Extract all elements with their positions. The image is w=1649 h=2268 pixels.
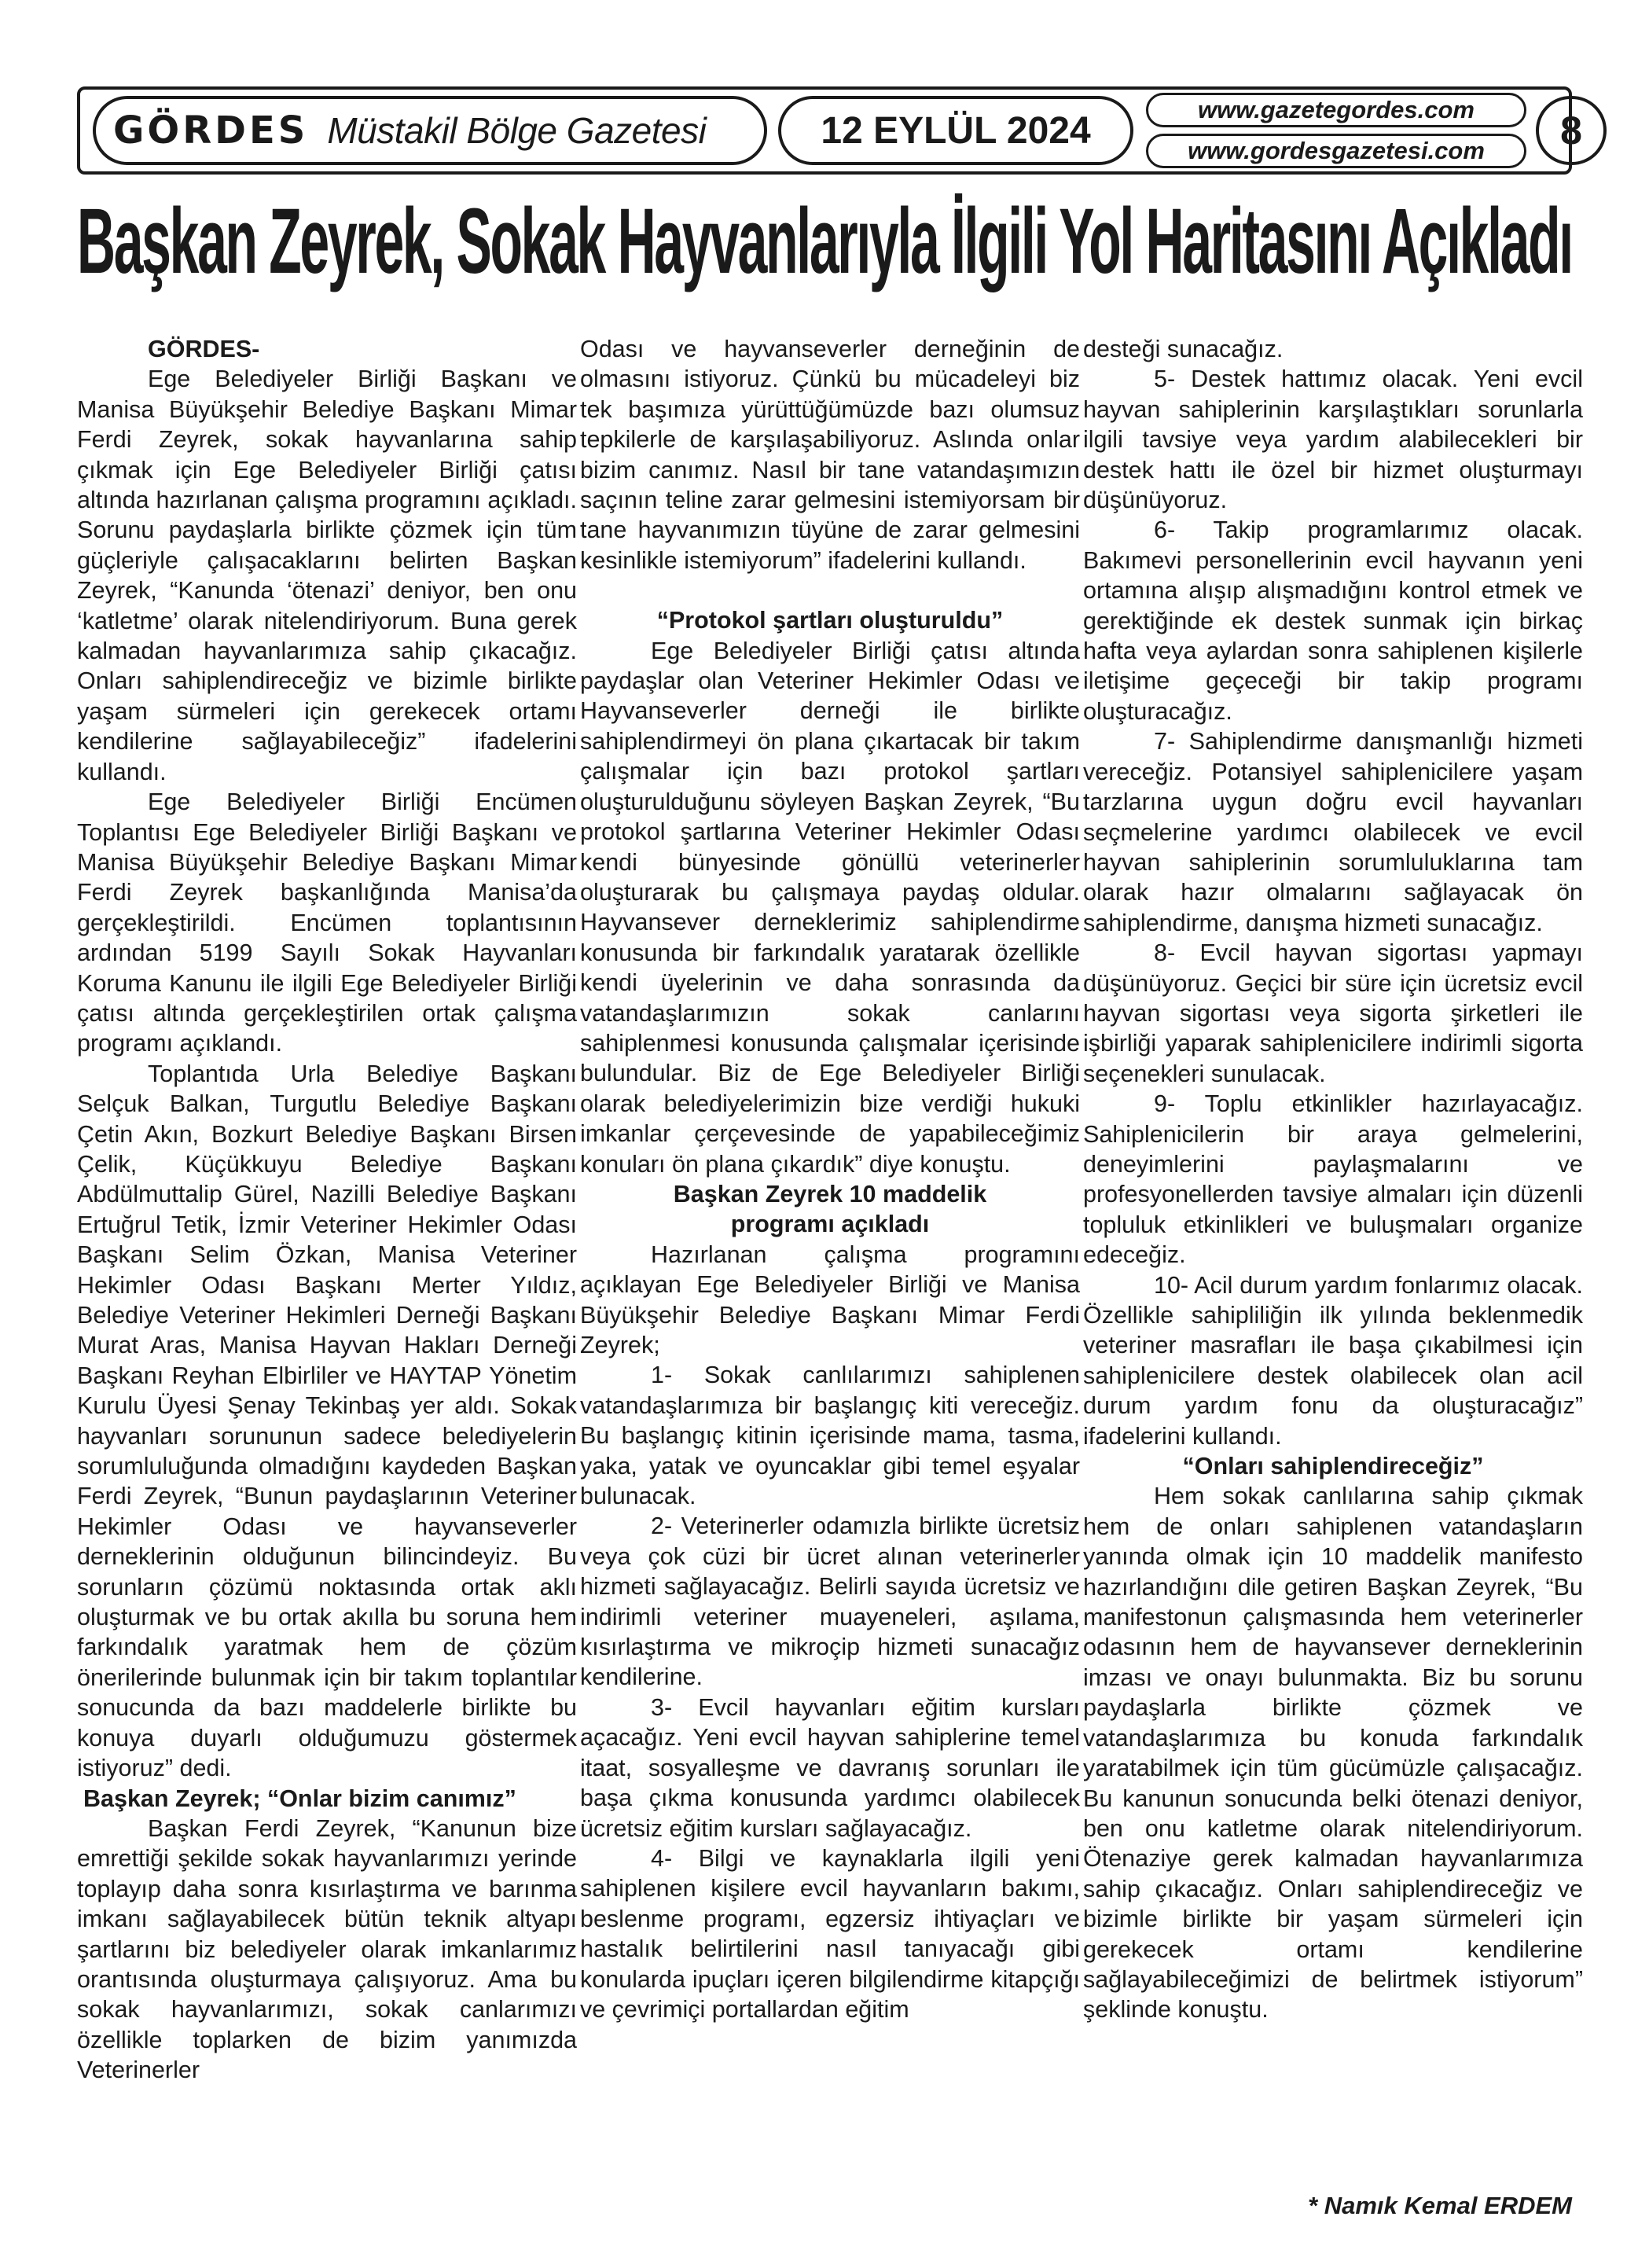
newspaper-subtitle: Müstakil Bölge Gazetesi <box>327 110 707 151</box>
author-byline: * Namık Kemal ERDEM <box>1308 2192 1572 2219</box>
article-column-2 <box>580 334 1080 2024</box>
paragraph: Başkan Ferdi Zeyrek, “Kanunun bize emrettiği şekilde sokak hayvanlarımızı yerinde toplayıp daha sonra kısırlaştırma ve barınma imkanı sağlayabilecek bütün teknik altyapı şartlarını biz belediyeler olarak imkanlarımız orantısında oluşturmaya çalışıyoruz. Ama bu sokak hayvanlarımızı, sokak canlarımızı özellikle toplarken de bizim yanımızda Veterinerler <box>77 1814 577 2084</box>
headline-area <box>77 182 1572 316</box>
subheading: “Onları sahiplendireceğiz” <box>1182 1453 1484 1480</box>
paragraph: 4- Bilgi ve kaynaklarla ilgili yeni sahiplenen kişilere evcil hayvanların bakımı, beslenme programı, egzersiz ihtiyaçları ve hastalık belirtilerini nasıl tanıyacağı gibi konularda ipuçları içeren bilgilendirme kitapçığı ve çevrimiçi portallardan eğitim <box>580 1844 1080 2023</box>
article-headline: Başkan Zeyrek, Sokak Hayvanlarıyla İlgili Yol Haritasını Açıkladı <box>77 189 1572 293</box>
article-column-1 <box>77 334 577 2086</box>
spacer <box>580 575 1080 605</box>
paragraph: Ege Belediyeler Birliği çatısı altında paydaşlar olan Veteriner Hekimler Odası ve Hayvanseverler derneği ile birlikte sahiplendirmeyi ön plana çıkartacak bir takım çalışmalar için bazı protokol şartları oluşturulduğunu söyleyen Başkan Zeyrek, “Bu protokol şartlarına Veteriner Hekimler Odası kendi bünyesinde gönüllü veterinerler oluşturarak bu çalışmaya paydaş oldular. Hayvansever derneklerimiz sahiplendirme konusunda bir farkındalık yaratarak özellikle kendi üyelerinin ve daha sonrasında da vatandaşlarımızın sokak canlarını sahiplenmesi konusunda çalışmalar içerisinde bulundular. Biz de Ege Belediyeler Birliği olarak belediyelerimizin bize verdiği hukuki imkanlar çerçevesinde de yapabileceğimiz konuları ön plana çıkardık” diye konuştu. <box>580 637 1080 1178</box>
paragraph: 5- Destek hattımız olacak. Yeni evcil hayvan sahiplerinin karşılaştıkları sorunlarla ilgili tavsiye veya yardım alabilecekleri bir destek hattı ile özel bir hizmet oluşturmayı düşünüyoruz. <box>1083 366 1583 514</box>
website-link-2[interactable]: www.gordesgazetesi.com <box>1146 134 1526 168</box>
paragraph: Toplantıda Urla Belediye Başkanı Selçuk Balkan, Turgutlu Belediye Başkanı Çetin Akın, Bozkurt Belediye Başkanı Birsen Çelik, Küçükkuyu Belediye Başkanı Abdülmuttalip Gürel, Nazilli Belediye Başkanı Ertuğrul Tetik, İzmir Veteriner Hekimler Odası Başkanı Selim Özkan, Manisa Veteriner Hekimler Odası Başkanı Merter Yıldız, Belediye Veteriner Hekimleri Derneği Başkanı Murat Aras, Manisa Hayvan Hakları Derneği Başkanı Reyhan Elbirliler ve HAYTAP Yönetim Kurulu Üyesi Şenay Tekinbaş yer aldı. Sokak hayvanları sorununun sadece belediyelerin sorumluluğunda olmadığını kaydeden Başkan Ferdi Zeyrek, “Bunun paydaşlarının Veteriner Hekimler Odası ve hayvanseverler derneklerinin olduğunun bilincindeyiz. Bu sorunların çözümü noktasında ortak aklı oluşturmak ve bu ortak akılla bu soruna hem farkındalık yaratmak hem de çözüm önerilerinde bulunmak için bir takım toplantılar sonucunda da bazı maddelerle birlikte bu konuya duyarlı olduğumuzu göstermek istiyoruz” dedi. <box>77 1060 577 1782</box>
dateline: GÖRDES- <box>148 336 260 362</box>
subheading: “Protokol şartları oluşturuldu” <box>656 607 1004 634</box>
paragraph: 10- Acil durum yardım fonlarımız olacak. Özellikle sahipliliğin ilk yılında beklenmedik veteriner masrafları ile başa çıkabilmesi için sahiplenicilere destek olabilecek olan acil durum yardım fonu da oluşturacağız” ifadelerini kullandı. <box>1083 1271 1583 1450</box>
paragraph: 9- Toplu etkinlikler hazırlayacağız. Sahiplenicilerin bir araya gelmelerini, deneyimlerini paylaşmalarını ve profesyonellerden tavsiye almaları için düzenli topluluk etkinlikleri ve buluşmaları organize edeceğiz. <box>1083 1090 1583 1269</box>
paragraph: 3- Evcil hayvanları eğitim kursları açacağız. Yeni evcil hayvan sahiplerine temel itaat, sosyalleşme ve davranış sorunları ile başa çıkma konusunda yardımcı olabilecek ücretsiz eğitim kursları sağlayacağız. <box>580 1693 1080 1842</box>
paragraph: Odası ve hayvanseverler derneğinin de olmasını istiyoruz. Çünkü bu mücadeleyi biz tek başımıza yürüttüğümüzde bazı olumsuz tepkilerle de karşılaşabiliyoruz. Aslında onlar bizim canımız. Nasıl bir tane vatandaşımızın saçının teline zarar gelmesini istemiyorsam bir tane hayvanımızın tüyüne de zarar gelmesini kesinlikle istemiyorum” ifadelerini kullandı. <box>580 336 1080 574</box>
brand-box <box>93 96 767 165</box>
article-column-3 <box>1083 334 1583 2025</box>
paragraph: 7- Sahiplendirme danışmanlığı hizmeti vereceğiz. Potansiyel sahiplenicilere yaşam tarzlarına uygun doğru evcil hayvanları seçmelerine yardımcı olabilecek ve evcil hayvan sahiplerinin sorumluluklarına tam olarak hazır olmalarını sağlayacak ön sahiplendirme, danışma hizmeti sunacağız. <box>1083 728 1583 936</box>
paragraph: Hazırlanan çalışma programını açıklayan Ege Belediyeler Birliği ve Manisa Büyükşehir Belediye Başkanı Mimar Ferdi Zeyrek; <box>580 1241 1080 1358</box>
page-number: 8 <box>1536 96 1607 165</box>
subheading: Başkan Zeyrek; “Onlar bizim canımız” <box>83 1785 516 1812</box>
paragraph: 1- Sokak canlılarımızı sahiplenen vatandaşlarımıza bir başlangıç kiti vereceğiz. Bu başlangıç kitinin içerisinde mama, tasma, yaka, yatak ve oyuncaklar gibi temel eşyalar bulunacak. <box>580 1362 1080 1510</box>
issue-date: 12 EYLÜL 2024 <box>778 96 1133 165</box>
paragraph: Hem sokak canlılarına sahip çıkmak hem de onları sahiplenen vatandaşların yanında olmak için 10 maddelik manifesto hazırlandığını dile getiren Başkan Zeyrek, “Bu manifestonun çalışmasında hem veterinerler odasının hem de hayvansever derneklerinin imzası ve onayı bulunmakta. Biz bu sorunu paydaşlarla birlikte çözmek ve vatandaşlarımıza bu konuda farkındalık yaratabilmek için tüm gücümüzle çalışacağız. Bu kanunun sonucunda belki ötenazi deniyor, ben onu katletme olarak nitelendiriyorum. Ötenaziye gerek kalmadan hayvanlarımıza sahip çıkacağız. Onları sahiplendireceğiz ve bizimle birlikte bir yaşam sürmeleri için gerekecek ortamı kendilerine sağlayabileceğimizi de belirtmek istiyorum” şeklinde konuştu. <box>1083 1483 1583 2024</box>
subheading: Başkan Zeyrek 10 maddelik programı açıkladı <box>673 1180 987 1238</box>
paragraph: 6- Takip programlarımız olacak. Bakımevi personellerinin evcil hayvanın yeni ortamına alışıp alışmadığını kontrol etmek ve gerektiğinde ek destek sunmak için birkaç hafta veya aylardan sonra sahiplenen kişilerle iletişime geçeceği bir takip programı oluşturacağız. <box>1083 516 1583 725</box>
newspaper-name: GÖRDES <box>113 108 309 153</box>
paragraph: Ege Belediyeler Birliği Başkanı ve Manisa Büyükşehir Belediye Başkanı Mimar Ferdi Zeyrek, sokak hayvanlarına sahip çıkmak için Ege Belediyeler Birliği çatısı altında hazırlanan çalışma programını açıkladı. Sorunu paydaşlarla birlikte çözmek için tüm güçleriyle çalışacaklarını belirten Başkan Zeyrek, “Kanunda ‘ötenazi’ deniyor, ben onu ‘katletme’ olarak nitelendiriyorum. Buna gerek kalmadan hayvanlarımıza sahip çıkacağız. Onları sahiplendireceğiz ve bizimle birlikte yaşam sürmeleri için gerekecek ortamı kendilerine sağlayabileceğiz” ifadelerini kullandı. <box>77 366 577 785</box>
paragraph: 8- Evcil hayvan sigortası yapmayı düşünüyoruz. Geçici bir süre için ücretsiz evcil hayvan sigortası veya sigorta şirketleri ile işbirliği yaparak sahiplenicilere indirimli sigorta seçenekleri sunulacak. <box>1083 939 1583 1087</box>
paragraph: desteği sunacağız. <box>1083 336 1284 362</box>
masthead <box>77 86 1582 175</box>
website-link-1[interactable]: www.gazetegordes.com <box>1146 93 1526 127</box>
paragraph: 2- Veterinerler odamızla birlikte ücretsiz veya çok cüzi bir ücret alınan veterinerler hizmeti sağlayacağız. Belirli sayıda ücretsiz ve indirimli veteriner muayeneleri, aşılama, kısırlaştırma ve mikroçip hizmeti sunacağız kendilerine. <box>580 1513 1080 1691</box>
paragraph: Ege Belediyeler Birliği Encümen Toplantısı Ege Belediyeler Birliği Başkanı ve Manisa Büyükşehir Belediye Başkanı Mimar Ferdi Zeyrek başkanlığında Manisa’da gerçekleştirildi. Encümen toplantısının ardından 5199 Sayılı Sokak Hayvanları Koruma Kanunu ile ilgili Ege Belediyeler Birliği çatısı altında gerçekleştirilen ortak çalışma programı açıklandı. <box>77 788 577 1057</box>
